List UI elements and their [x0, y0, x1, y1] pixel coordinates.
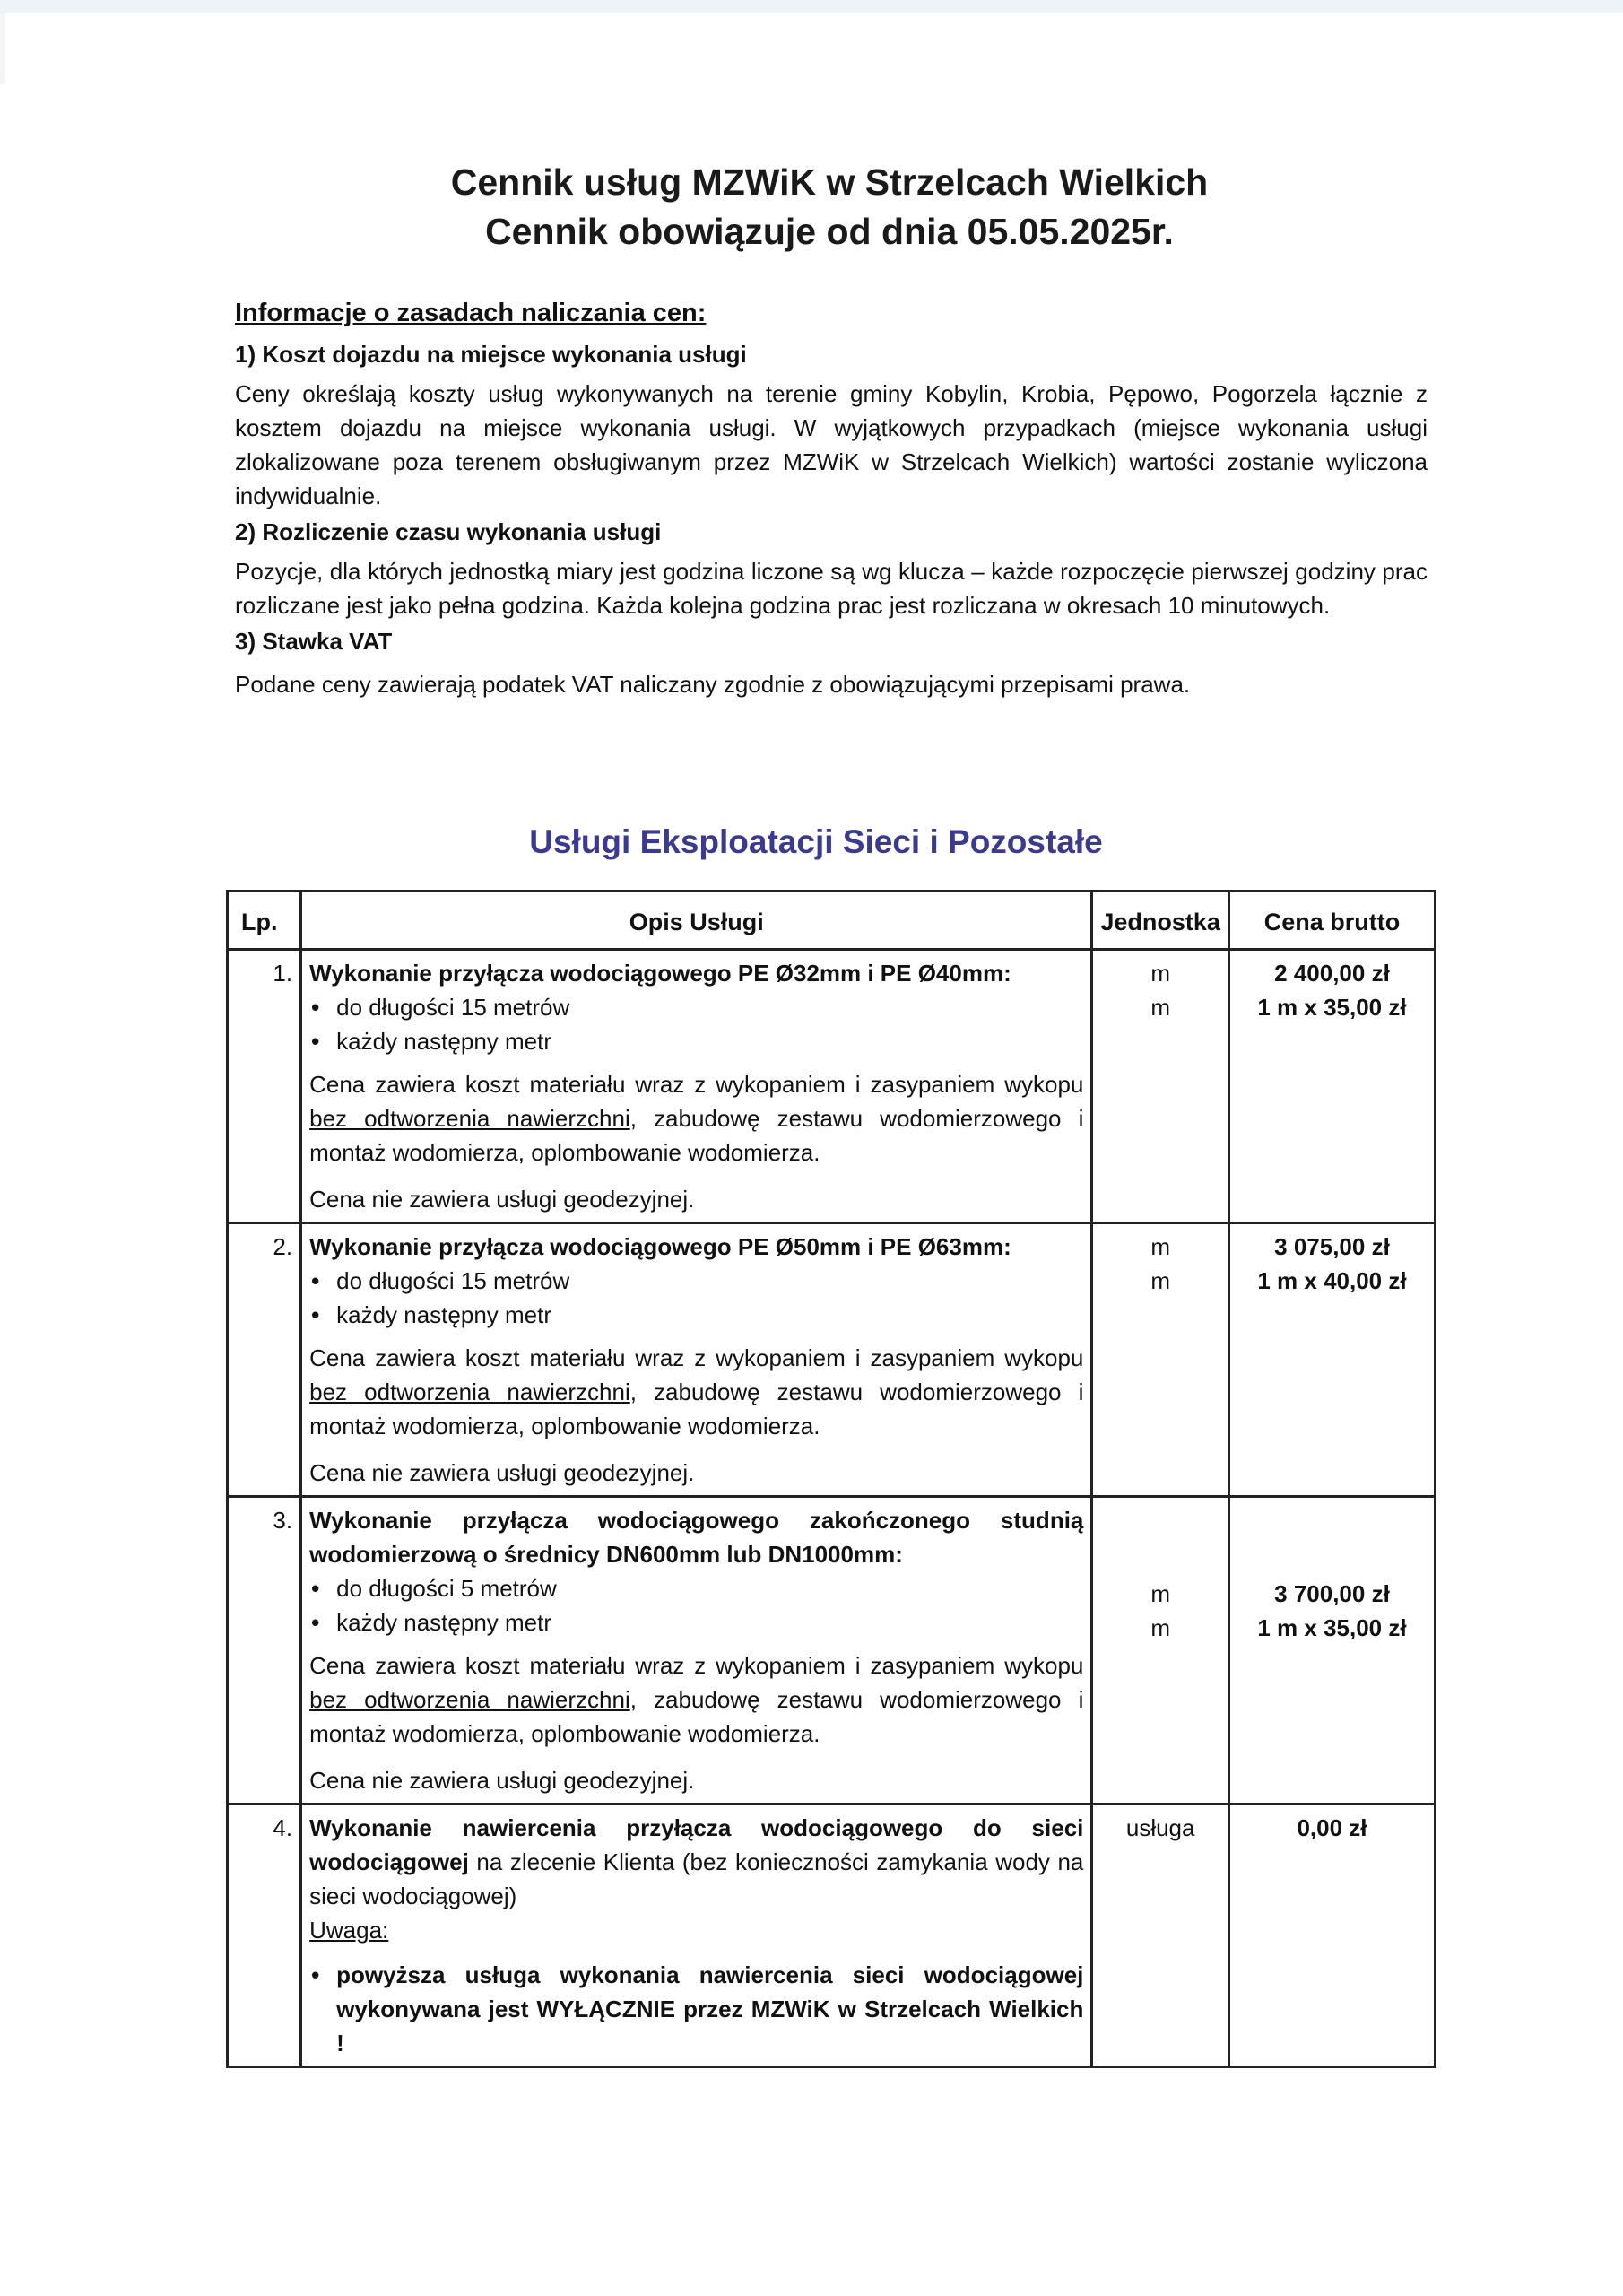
pricing-rules-heading: Informacje o zasadach naliczania cen:	[235, 299, 707, 327]
unit-value: m	[1150, 1614, 1170, 1641]
services-table-title: Usługi Eksploatacji Sieci i Pozostałe	[529, 823, 1103, 860]
header-unit: Jednostka	[1092, 891, 1229, 950]
price-value: 1 m x 35,00 zł	[1257, 994, 1407, 1021]
note-underlined: bez odtworzenia nawierzchni	[309, 1378, 630, 1405]
row-price	[1228, 1805, 1435, 2067]
price-value: 3 075,00 zł	[1274, 1233, 1390, 1260]
table-row	[228, 1805, 1436, 2067]
service-title: Wykonanie przyłącza wodociągowego PE Ø50mm i PE Ø63mm:	[309, 1233, 1011, 1260]
note-text: , zabudowę zestawu wodomierzowego i montaż wodomierza, oplombowanie wodomierza.	[309, 1105, 1084, 1166]
note-text: Cena zawiera koszt materiału wraz z wykopaniem i zasypaniem wykopu	[309, 1652, 1084, 1679]
row-description	[301, 1497, 1092, 1805]
price-value: 2 400,00 zł	[1274, 960, 1390, 987]
table-row	[228, 950, 1436, 1223]
row-unit	[1092, 1805, 1229, 2067]
service-scope-note	[309, 1648, 1083, 1751]
unit-value: m	[1150, 960, 1170, 987]
service-scope-note	[309, 1067, 1083, 1170]
price-value: 3 700,00 zł	[1274, 1580, 1390, 1607]
list-item: • do długości 15 metrów	[309, 1264, 1083, 1298]
service-exclusion-note: Cena nie zawiera usługi geodezyjnej.	[309, 1767, 695, 1794]
rule-text-time: Pozycje, dla których jednostką miary jest godzina liczone są wg klucza – każde rozpoczęcie pierwszej godziny prac rozliczane jest jako pełna godzina. Każda kolejna godzina prac jest rozliczana w okresach 10 minutowych.	[235, 558, 1428, 619]
scan-left-edge	[0, 13, 5, 84]
table-header-row	[228, 891, 1436, 950]
row-price	[1228, 1223, 1435, 1497]
unit-value: m	[1150, 1233, 1170, 1260]
rule-heading-vat: 3) Stawka VAT	[235, 628, 393, 655]
service-title-bold: Wykonanie nawiercenia przyłącza wodociągowego do sieci wodociągowej	[309, 1814, 1084, 1875]
note-underlined: bez odtworzenia nawierzchni	[309, 1105, 630, 1132]
service-title: Wykonanie przyłącza wodociągowego zakończonego studnią wodomierzową o średnicy DN600mm lub DN1000mm:	[309, 1507, 1084, 1568]
service-exclusion-note: Cena nie zawiera usługi geodezyjnej.	[309, 1459, 695, 1486]
rule-text-travel: Ceny określają koszty usług wykonywanych na terenie gminy Kobylin, Krobia, Pępowo, Pogorzela łącznie z kosztem dojazdu na miejsce wykonania usługi. W wyjątkowych przypadkach (miejsce wykonania usługi zlokalizowane poza terenem obsługiwanym przez MZWiK w Strzelcach Wielkich) wartości zostanie wyliczona indywidualnie.	[235, 380, 1428, 509]
services-price-table	[226, 890, 1436, 2068]
table-row	[228, 1223, 1436, 1497]
note-text: , zabudowę zestawu wodomierzowego i montaż wodomierza, oplombowanie wodomierza.	[309, 1378, 1084, 1439]
row-description	[301, 1805, 1092, 2067]
document-title: Cennik usług MZWiK w Strzelcach Wielkich	[450, 161, 1209, 203]
list-item: • każdy następny metr	[309, 1024, 1083, 1058]
service-scope-note	[309, 1341, 1083, 1443]
price-value: 1 m x 40,00 zł	[1257, 1267, 1407, 1294]
service-exclusion-note: Cena nie zawiera usługi geodezyjnej.	[309, 1186, 695, 1213]
header-price: Cena brutto	[1228, 891, 1435, 950]
unit-value: m	[1150, 1267, 1170, 1294]
list-item: • do długości 15 metrów	[309, 990, 1083, 1024]
rule-text-vat: Podane ceny zawierają podatek VAT naliczany zgodnie z obowiązującymi przepisami prawa.	[235, 671, 1191, 698]
price-value: 1 m x 35,00 zł	[1257, 1614, 1407, 1641]
service-title-rest: na zlecenie Klienta (bez konieczności zamykania wody na sieci wodociągowej)	[309, 1848, 1084, 1909]
warning-label: Uwaga:	[309, 1917, 389, 1944]
row-number: 2.	[228, 1223, 301, 1497]
rule-heading-time: 2) Rozliczenie czasu wykonania usługi	[235, 518, 662, 545]
row-description	[301, 950, 1092, 1223]
unit-value: usługa	[1125, 1814, 1195, 1841]
note-text: , zabudowę zestawu wodomierzowego i montaż wodomierza, oplombowanie wodomierza.	[309, 1686, 1084, 1747]
note-text: Cena zawiera koszt materiału wraz z wykopaniem i zasypaniem wykopu	[309, 1071, 1084, 1098]
row-unit	[1092, 950, 1229, 1223]
row-number: 1.	[228, 950, 301, 1223]
rule-heading-travel: 1) Koszt dojazdu na miejsce wykonania usługi	[235, 341, 747, 368]
row-description	[301, 1223, 1092, 1497]
table-row	[228, 1497, 1436, 1805]
row-price	[1228, 950, 1435, 1223]
unit-value: m	[1150, 1580, 1170, 1607]
row-number: 3.	[228, 1497, 301, 1805]
row-number: 4.	[228, 1805, 301, 2067]
header-description: Opis Usługi	[301, 891, 1092, 950]
list-item: • do długości 5 metrów	[309, 1571, 1083, 1605]
list-item: • każdy następny metr	[309, 1298, 1083, 1332]
unit-value: m	[1150, 994, 1170, 1021]
list-item: • każdy następny metr	[309, 1605, 1083, 1639]
price-value: 0,00 zł	[1297, 1814, 1367, 1841]
header-lp: Lp.	[228, 891, 301, 950]
note-underlined: bez odtworzenia nawierzchni	[309, 1686, 630, 1713]
document-validity-date: Cennik obowiązuje od dnia 05.05.2025r.	[485, 211, 1174, 252]
service-title	[309, 1811, 1083, 1913]
row-price	[1228, 1497, 1435, 1805]
row-unit	[1092, 1223, 1229, 1497]
note-text: Cena zawiera koszt materiału wraz z wykopaniem i zasypaniem wykopu	[309, 1344, 1084, 1371]
pricing-rules-section	[235, 296, 1428, 701]
warning-item: • powyższa usługa wykonania nawiercenia sieci wodociągowej wykonywana jest WYŁĄCZNIE przez MZWiK w Strzelcach Wielkich !	[309, 1958, 1083, 2060]
row-unit	[1092, 1497, 1229, 1805]
service-title: Wykonanie przyłącza wodociągowego PE Ø32mm i PE Ø40mm:	[309, 960, 1011, 987]
scan-top-edge	[0, 0, 1623, 13]
